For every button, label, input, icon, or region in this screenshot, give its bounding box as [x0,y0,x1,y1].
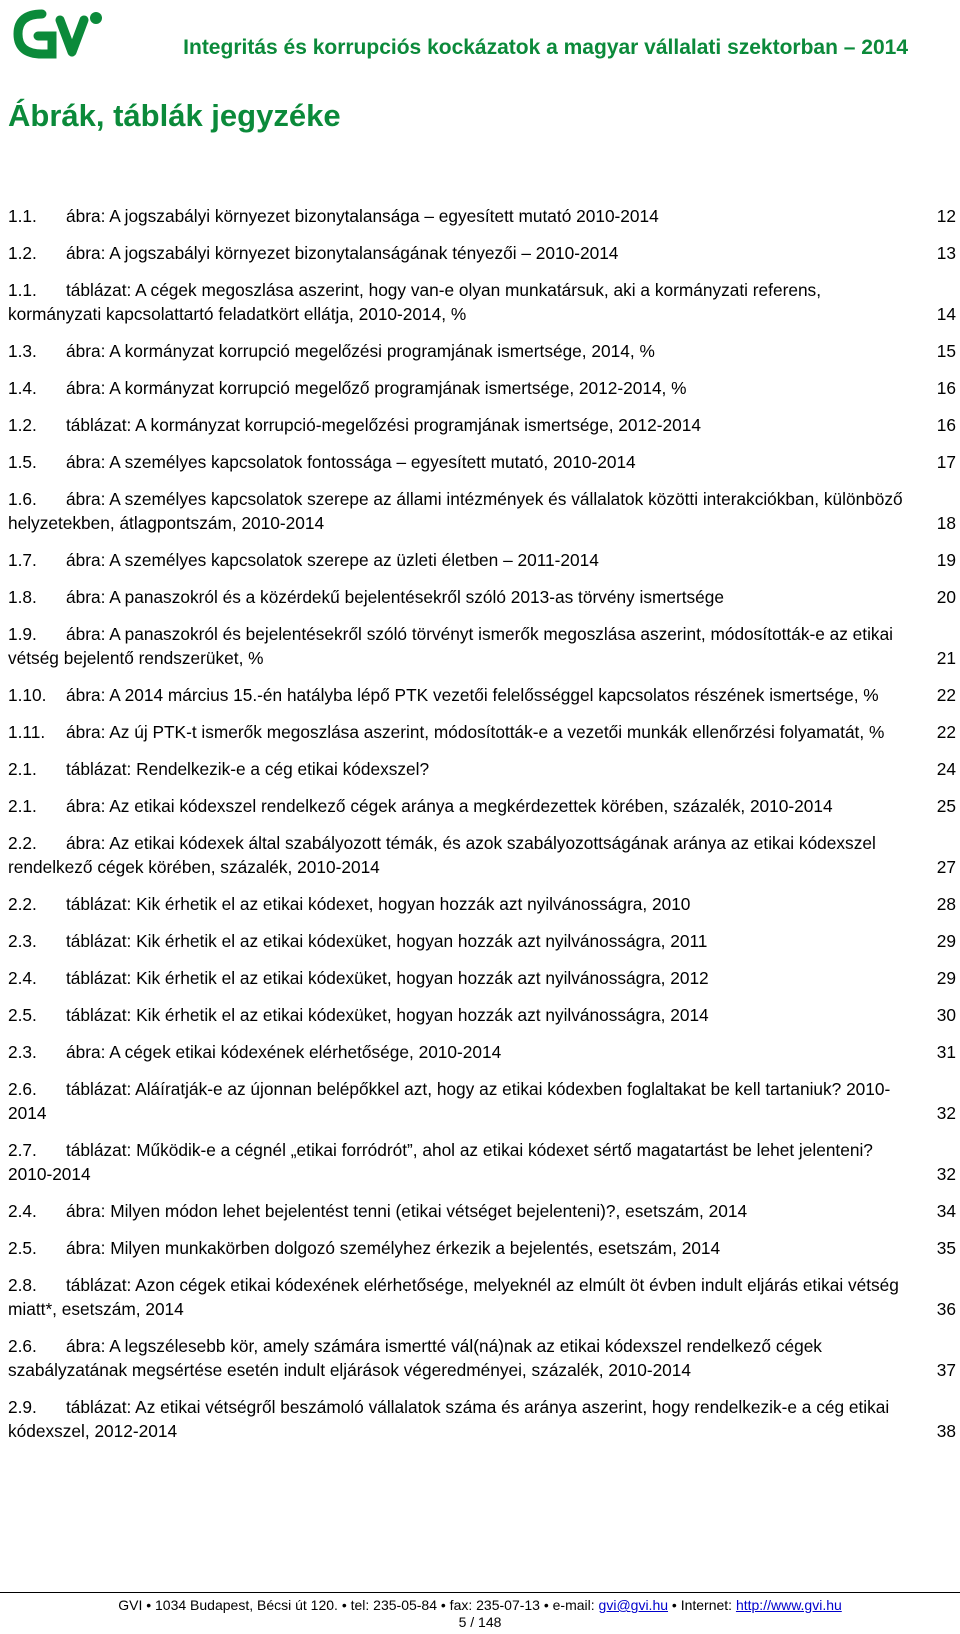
toc-entry[interactable] [8,966,956,990]
toc-entry-title: táblázat: Az etikai vétségről beszámoló vállalatok száma és aránya aszerint, hogy rendelkezik-e a cég etikai kódexszel, 2012-2014 [8,1397,890,1441]
toc-entry[interactable] [8,929,956,953]
toc-entry-number: 1.11. [8,722,46,742]
toc-entry-page: 18 [936,513,956,533]
toc-entry-page: 16 [936,378,956,398]
page-number: 5 / 148 [458,1614,502,1630]
toc-entry-title: ábra: A jogszabályi környezet bizonytalanságának tényezői – 2010-2014 [66,243,619,263]
toc-entry-number: 2.1. [8,759,37,779]
toc-entry-page: 31 [936,1042,956,1062]
toc-entry-number: 1.10. [8,685,47,705]
toc-entry-title: táblázat: Kik érhetik el az etikai kódexüket, hogyan hozzák azt nyilvánosságra, 2011 [66,931,708,951]
toc-entry[interactable] [8,278,956,326]
toc-entry-number: 2.1. [8,796,37,816]
toc-entry-number: 2.5. [8,1238,37,1258]
toc-entry-number: 1.6. [8,489,37,509]
toc-entry[interactable] [8,1077,956,1125]
toc-entry-page: 38 [936,1421,956,1441]
toc-entry-number: 2.2. [8,894,37,914]
toc-entry-title: ábra: Az etikai kódexszel rendelkező cégek aránya a megkérdezettek körében, százalék, 2010-2014 [66,796,833,816]
toc-entry-title: táblázat: A kormányzat korrupció-megelőzési programjának ismertsége, 2012-2014 [66,415,701,435]
toc-entry-title: ábra: A 2014 március 15.-én hatályba lépő PTK vezetői felelősséggel kapcsolatos részének ismertsége, % [66,685,879,705]
toc-entry-page: 27 [936,857,956,877]
toc-entry[interactable] [8,376,956,400]
toc-entry[interactable] [8,622,956,670]
toc-entry-page: 32 [936,1103,956,1123]
toc-entry-title: ábra: A legszélesebb kör, amely számára ismertté vál(ná)nak az etikai kódexszel rendelkező cégek szabályzatának megsértése esetén indult eljárások végeredményei, százalék, 2010-2014 [8,1336,822,1380]
toc-entry-number: 1.9. [8,624,37,644]
toc-entry-number: 1.8. [8,587,37,607]
toc-entry[interactable] [8,487,956,535]
toc-entry-number: 2.5. [8,1005,37,1025]
toc-entry[interactable] [8,1138,956,1186]
toc-entry[interactable] [8,1236,956,1260]
toc-entry[interactable] [8,757,956,781]
footer-divider [0,1592,960,1593]
toc-entry-title: táblázat: Azon cégek etikai kódexének elérhetősége, melyeknél az elmúlt öt évben indult eljárás etikai vétség miatt*, esetszám, 2014 [8,1275,899,1319]
table-of-contents [8,204,956,1456]
toc-entry-page: 29 [936,931,956,951]
footer-prefix: GVI • 1034 Budapest, Bécsi út 120. • tel: 235-05-84 • fax: 235-07-13 • e-mail: [118,1597,599,1613]
toc-entry-title: ábra: A panaszokról és bejelentésekről szóló törvényt ismerők megoszlása aszerint, módosították-e az etikai vétség bejelentő rendszerüket, % [8,624,894,668]
page-footer [0,1597,960,1631]
toc-entry[interactable] [8,241,956,265]
toc-entry-page: 24 [936,759,956,779]
toc-entry-page: 25 [936,796,956,816]
toc-entry-number: 2.3. [8,1042,37,1062]
toc-entry-title: táblázat: Rendelkezik-e a cég etikai kódexszel? [66,759,430,779]
toc-entry-number: 2.7. [8,1140,37,1160]
toc-entry-page: 30 [936,1005,956,1025]
toc-entry[interactable] [8,1199,956,1223]
toc-entry-number: 1.5. [8,452,37,472]
toc-entry-title: ábra: A személyes kapcsolatok fontossága – egyesített mutató, 2010-2014 [66,452,636,472]
toc-entry-title: ábra: Milyen módon lehet bejelentést tenni (etikai vétséget bejelenteni)?, esetszám, 2014 [66,1201,748,1221]
toc-entry-page: 28 [936,894,956,914]
toc-entry[interactable] [8,585,956,609]
toc-entry-page: 34 [936,1201,956,1221]
page-header [0,0,960,80]
footer-email-link[interactable]: gvi@gvi.hu [598,1597,669,1613]
toc-entry-page: 16 [936,415,956,435]
toc-entry-title: ábra: A jogszabályi környezet bizonytalansága – egyesített mutató 2010-2014 [66,206,659,226]
toc-entry-page: 13 [936,243,956,263]
toc-entry-page: 20 [936,587,956,607]
toc-entry-page: 21 [936,648,956,668]
toc-entry-page: 12 [936,206,956,226]
toc-entry[interactable] [8,720,956,744]
toc-entry-title: ábra: A kormányzat korrupció megelőzési programjának ismertsége, 2014, % [66,341,655,361]
toc-entry-title: ábra: A panaszokról és a közérdekű bejelentésekről szóló 2013-as törvény ismertsége [66,587,725,607]
toc-entry-title: ábra: Az új PTK-t ismerők megoszlása aszerint, módosították-e a vezetői munkák ellenőrzési folyamatát, % [66,722,885,742]
toc-entry-page: 37 [936,1360,956,1380]
header-title: Integritás és korrupciós kockázatok a magyar vállalati szektorban – 2014 [183,36,908,59]
toc-entry-number: 2.3. [8,931,37,951]
toc-entry-number: 1.7. [8,550,37,570]
toc-entry-title: táblázat: Működik-e a cégnél „etikai forródrót”, ahol az etikai kódexet sértő magatartást be lehet jelenteni? 2010-2014 [8,1140,873,1184]
toc-entry[interactable] [8,1334,956,1382]
toc-entry-number: 2.6. [8,1336,37,1356]
gvi-logo [12,6,104,62]
toc-entry-title: ábra: A személyes kapcsolatok szerepe az üzleti életben – 2011-2014 [66,550,599,570]
toc-entry-page: 29 [936,968,956,988]
footer-middle: • Internet: [668,1597,736,1613]
toc-entry-page: 22 [936,722,956,742]
toc-entry-number: 1.1. [8,206,37,226]
toc-entry-number: 2.8. [8,1275,37,1295]
toc-entry-title: táblázat: Kik érhetik el az etikai kódexüket, hogyan hozzák azt nyilvánosságra, 2014 [66,1005,709,1025]
toc-entry-number: 1.4. [8,378,37,398]
toc-entry[interactable] [8,1395,956,1443]
toc-entry-title: ábra: Az etikai kódexek által szabályozott témák, és azok szabályozottságának aránya az etikai kódexszel rendelkező cégek körében, százalék, 2010-2014 [8,833,876,877]
toc-entry-page: 22 [936,685,956,705]
toc-entry-number: 1.2. [8,415,37,435]
toc-entry[interactable] [8,831,956,879]
toc-entry[interactable] [8,892,956,916]
toc-entry-page: 14 [936,304,956,324]
toc-entry-number: 2.2. [8,833,37,853]
toc-entry[interactable] [8,794,956,818]
toc-entry-number: 1.1. [8,280,37,300]
toc-entry-title: ábra: Milyen munkakörben dolgozó személyhez érkezik a bejelentés, esetszám, 2014 [66,1238,721,1258]
toc-entry-title: ábra: A cégek etikai kódexének elérhetősége, 2010-2014 [66,1042,502,1062]
toc-entry[interactable] [8,450,956,474]
toc-entry[interactable] [8,1003,956,1027]
toc-entry-number: 1.2. [8,243,37,263]
toc-entry-title: ábra: A személyes kapcsolatok szerepe az állami intézmények és vállalatok közötti interakciókban, különböző helyzetekben, átlagpontszám, 2010-2014 [8,489,903,533]
toc-entry-page: 17 [936,452,956,472]
toc-entry-title: táblázat: A cégek megoszlása aszerint, hogy van-e olyan munkatársuk, aki a kormányzati referens, kormányzati kapcsolattartó feladatkört ellátja, 2010-2014, % [8,280,821,324]
toc-entry-page: 15 [936,341,956,361]
toc-entry-page: 36 [936,1299,956,1319]
toc-entry[interactable] [8,683,956,707]
toc-entry-number: 2.4. [8,1201,37,1221]
toc-entry-page: 32 [936,1164,956,1184]
toc-entry-title: táblázat: Kik érhetik el az etikai kódexet, hogyan hozzák azt nyilvánosságra, 2010 [66,894,691,914]
toc-entry-title: táblázat: Kik érhetik el az etikai kódexüket, hogyan hozzák azt nyilvánosságra, 2012 [66,968,709,988]
toc-entry-title: ábra: A kormányzat korrupció megelőző programjának ismertsége, 2012-2014, % [66,378,687,398]
toc-entry-title: táblázat: Aláíratják-e az újonnan belépőkkel azt, hogy az etikai kódexben foglaltakat be kell tartaniuk? 2010-2014 [8,1079,891,1123]
toc-entry[interactable] [8,1273,956,1321]
toc-entry[interactable] [8,339,956,363]
toc-entry[interactable] [8,204,956,228]
toc-entry[interactable] [8,413,956,437]
toc-entry[interactable] [8,548,956,572]
toc-entry-number: 2.4. [8,968,37,988]
page-heading: Ábrák, táblák jegyzéke [8,98,341,133]
footer-contact [0,1597,960,1614]
toc-entry-page: 35 [936,1238,956,1258]
footer-website-link[interactable]: http://www.gvi.hu [735,1597,842,1613]
toc-entry-page: 19 [936,550,956,570]
toc-entry-number: 2.9. [8,1397,37,1417]
toc-entry-number: 2.6. [8,1079,37,1099]
toc-entry[interactable] [8,1040,956,1064]
toc-entry-number: 1.3. [8,341,37,361]
